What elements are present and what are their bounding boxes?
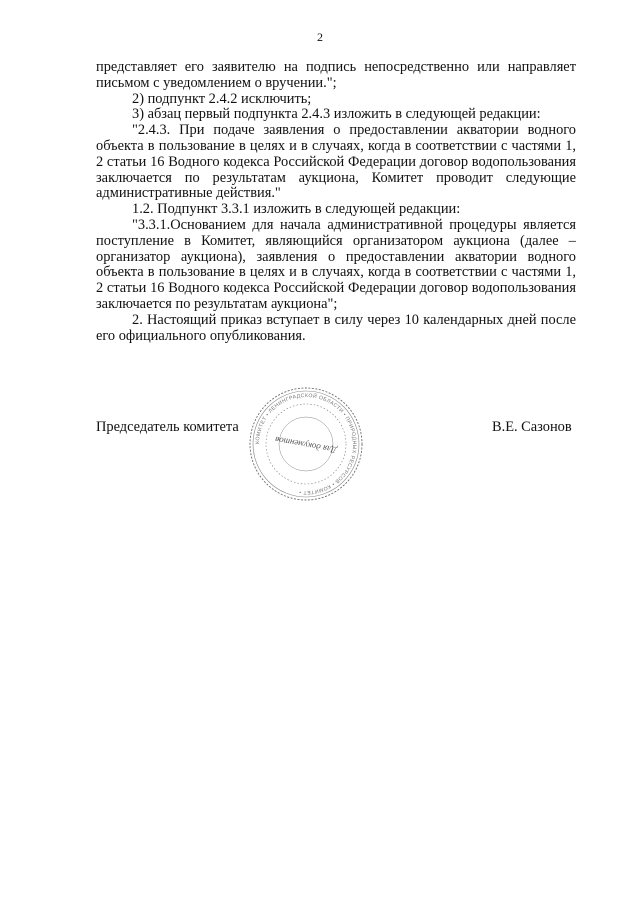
paragraph-quote-2-4-3: "2.4.3. При подаче заявления о предоставлении акватории водного объекта в пользование в целях и в случаях, когда в соответствии с частями 1, 2 статьи 16 Водного кодекса Российской Федерации договор водопользования заключается по результатам аукциона, Комитет проводит следующие административные действия."	[96, 122, 576, 202]
paragraph-item-3: 3) абзац первый подпункта 2.4.3 изложить в следующей редакции:	[132, 106, 541, 123]
paragraph-item-2: 2) подпункт 2.4.2 исключить;	[132, 90, 312, 107]
signature-title: Председатель комитета	[96, 419, 239, 435]
paragraph-item-final: 2. Настоящий приказ вступает в силу через 10 календарных дней после его официального опубликования.	[96, 311, 576, 344]
official-stamp	[246, 386, 366, 502]
page-number: 2	[317, 30, 323, 44]
signature-name: В.Е. Сазонов	[492, 419, 572, 435]
paragraph-item-1-2: 1.2. Подпункт 3.3.1 изложить в следующей редакции:	[132, 201, 461, 218]
paragraph-quote-3-3-1: "3.3.1.Основанием для начала административной процедуры является поступление в Комитет, являющийся организатором аукциона (далее – организатор аукциона), заявления о предоставлении акватории водного объекта в пользование в целях и в случаях, когда в соответствии с частями 1, 2 статьи 16 Водного кодекса Российской Федерации договор водопользования заключается по результатам аукциона";	[96, 216, 576, 312]
stamp-center-text: Для документов	[274, 434, 338, 456]
paragraph-continuation: представляет его заявителю на подпись непосредственно или направляет письмом с уведомлением о вручении.";	[96, 59, 576, 91]
document-body	[96, 60, 576, 344]
svg-text:КОМИТЕТ • ЛЕНИНГРАДСКОЙ ОБЛАСТ: КОМИТЕТ • ЛЕНИНГРАДСКОЙ ОБЛАСТИ • ПРИРОДНЫХ РЕСУРСОВ • КОМИТЕТ •	[254, 392, 358, 496]
